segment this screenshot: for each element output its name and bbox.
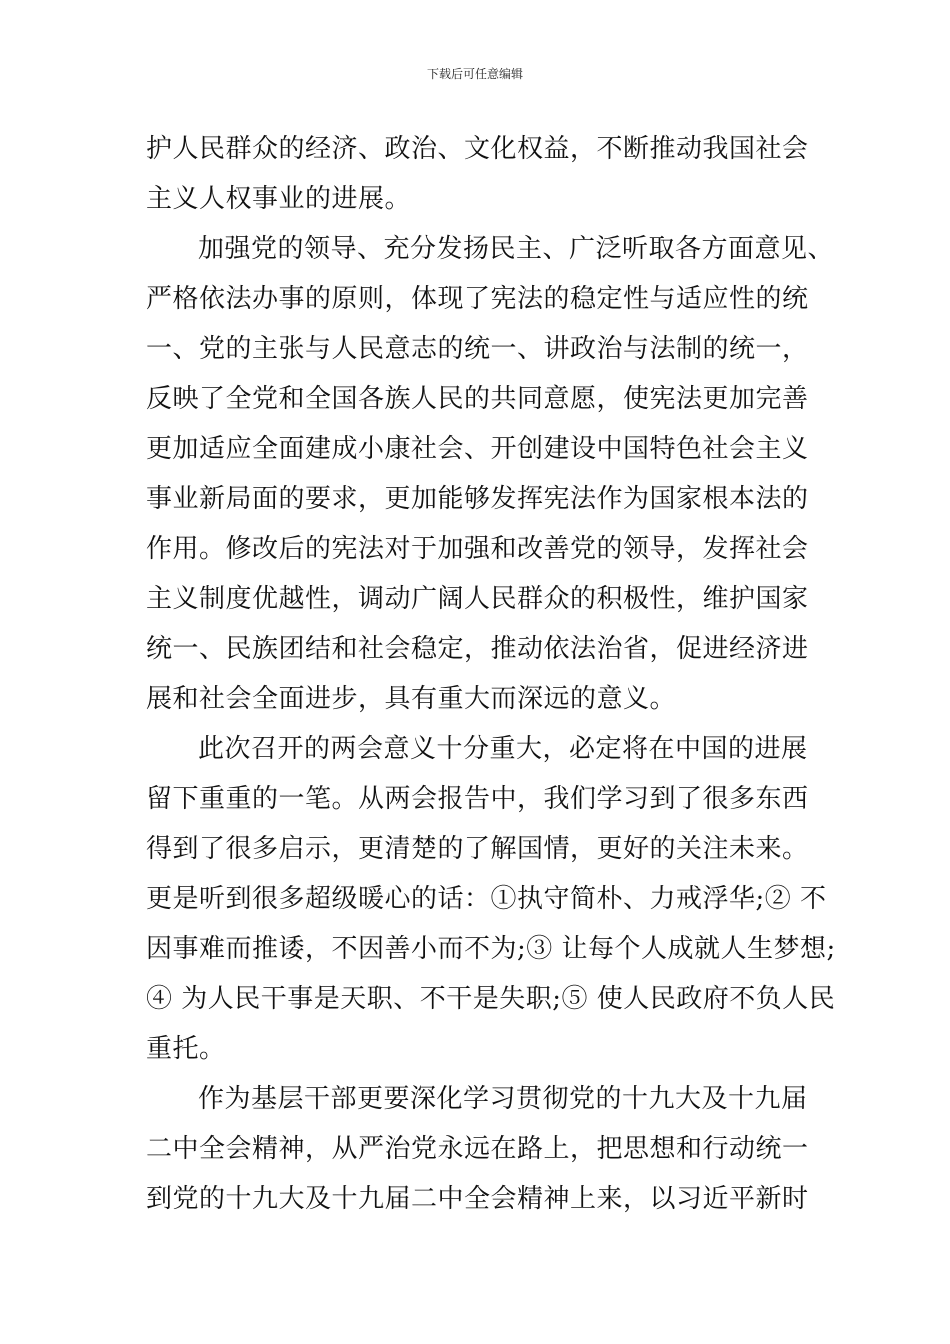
- text-line: 重托。: [146, 1034, 226, 1064]
- text-line: 主义制度优越性，调动广阔人民群众的积极性，维护国家: [146, 584, 809, 614]
- text-line: 展和社会全面进步，具有重大而深远的意义。: [146, 684, 677, 714]
- text-line: 更是听到很多超级暖心的话：①执守简朴、力戒浮华;② 不: [146, 884, 827, 914]
- text-line: 二中全会精神，从严治党永远在路上，把思想和行动统一: [146, 1134, 809, 1164]
- text-line: 作用。修改后的宪法对于加强和改善党的领导，发挥社会: [146, 534, 809, 564]
- text-line: 一、党的主张与人民意志的统一、讲政治与法制的统一，: [146, 334, 809, 364]
- text-line: 得到了很多启示，更清楚的了解国情，更好的关注未来。: [146, 834, 809, 864]
- text-line: 更加适应全面建成小康社会、开创建设中国特色社会主义: [146, 434, 809, 464]
- text-line: 反映了全党和全国各族人民的共同意愿，使宪法更加完善: [146, 384, 809, 414]
- text-line: 统一、民族团结和社会稳定，推动依法治省，促进经济进: [146, 634, 809, 664]
- text-line: 严格依法办事的原则，体现了宪法的稳定性与适应性的统: [146, 284, 809, 314]
- text-line: 护人民群众的经济、政治、文化权益，不断推动我国社会: [146, 134, 809, 164]
- text-line: 主义人权事业的进展。: [146, 184, 412, 214]
- text-line: 留下重重的一笔。从两会报告中，我们学习到了很多东西: [146, 784, 809, 814]
- text-line: ④ 为人民干事是天职、不干是失职;⑤ 使人民政府不负人民: [146, 984, 836, 1014]
- paragraph-first-line: 作为基层干部更要深化学习贯彻党的十九大及十九届: [198, 1084, 808, 1114]
- paragraph-first-line: 此次召开的两会意义十分重大，必定将在中国的进展: [198, 734, 808, 764]
- paragraph-first-line: 加强党的领导、充分发扬民主、广泛听取各方面意见、: [198, 234, 835, 264]
- text-line: 事业新局面的要求，更加能够发挥宪法作为国家根本法的: [146, 484, 809, 514]
- text-line: 因事难而推诿，不因善小而不为;③ 让每个人成就人生梦想;: [146, 934, 836, 964]
- page-header: 下载后可任意编辑: [426, 67, 523, 81]
- text-line: 到党的十九大及十九届二中全会精神上来，以习近平新时: [146, 1184, 809, 1214]
